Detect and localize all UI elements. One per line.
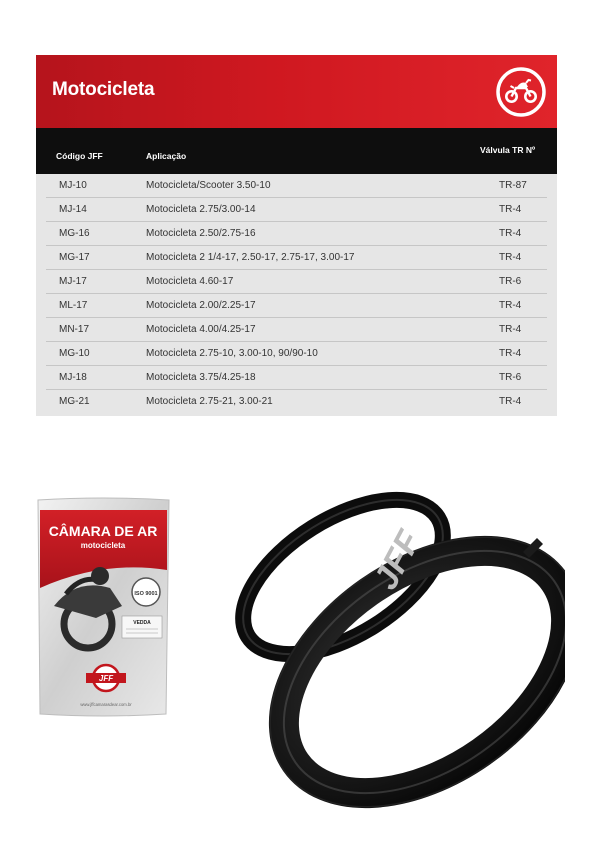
table-row — [36, 294, 557, 318]
table-row — [36, 270, 557, 294]
iso-label: ISO 9001 — [134, 591, 158, 597]
cell-code: MG-17 — [59, 252, 90, 263]
column-valve: Válvula TR Nº — [480, 145, 536, 155]
cell-application: Motocicleta 3.75/4.25-18 — [146, 372, 256, 383]
package-subtitle: motocicleta — [80, 541, 126, 550]
cell-valve: TR-6 — [499, 372, 522, 383]
package-note: VEDDA — [133, 620, 151, 626]
cell-code: MN-17 — [59, 324, 90, 335]
table-row — [36, 318, 557, 342]
table-row — [36, 222, 557, 246]
package-brand: JFF — [98, 674, 114, 683]
column-code: Código JFF — [56, 151, 103, 161]
cell-application: Motocicleta 4.00/4.25-17 — [146, 324, 256, 335]
table-row — [36, 246, 557, 270]
package-website: www.jffcamarasdear.com.br — [80, 702, 132, 707]
table-header — [36, 128, 557, 174]
cell-valve: TR-4 — [499, 324, 522, 335]
cell-valve: TR-4 — [499, 204, 522, 215]
cell-application: Motocicleta 2.75-10, 3.00-10, 90/90-10 — [146, 348, 318, 359]
cell-application: Motocicleta 2.00/2.25-17 — [146, 300, 256, 311]
table-row — [36, 366, 557, 390]
category-title: Motocicleta — [52, 79, 155, 100]
cell-code: MJ-17 — [59, 276, 87, 287]
tube-brand-text: JFF — [366, 524, 429, 596]
table-body — [36, 174, 557, 416]
column-application: Aplicação — [146, 151, 187, 161]
cell-code: MG-16 — [59, 228, 90, 239]
cell-application: Motocicleta 2.75-21, 3.00-21 — [146, 396, 273, 407]
cell-valve: TR-4 — [499, 396, 522, 407]
cell-valve: TR-6 — [499, 276, 522, 287]
cell-application: Motocicleta 2 1/4-17, 2.50-17, 2.75-17, 3.00-17 — [146, 252, 355, 263]
cell-code: MG-21 — [59, 396, 90, 407]
cell-valve: TR-87 — [499, 180, 527, 191]
cell-valve: TR-4 — [499, 252, 522, 263]
cell-valve: TR-4 — [499, 300, 522, 311]
cell-application: Motocicleta 2.50/2.75-16 — [146, 228, 256, 239]
category-header — [36, 55, 557, 128]
iso-seal — [132, 578, 160, 606]
cell-code: MJ-10 — [59, 180, 87, 191]
package-image — [36, 496, 171, 718]
cell-code: MJ-18 — [59, 372, 87, 383]
cell-application: Motocicleta/Scooter 3.50-10 — [146, 180, 271, 191]
cell-code: MG-10 — [59, 348, 90, 359]
motorcycle-icon — [495, 66, 547, 118]
cell-application: Motocicleta 2.75/3.00-14 — [146, 204, 256, 215]
cell-application: Motocicleta 4.60-17 — [146, 276, 234, 287]
package-title: CÂMARA DE AR — [48, 523, 158, 539]
cell-valve: TR-4 — [499, 348, 522, 359]
table-row — [36, 198, 557, 222]
cell-code: MJ-14 — [59, 204, 87, 215]
cell-code: ML-17 — [59, 300, 88, 311]
table-row — [36, 390, 557, 414]
cell-valve: TR-4 — [499, 228, 522, 239]
table-row — [36, 174, 557, 198]
inner-tube-image — [225, 482, 565, 817]
table-row — [36, 342, 557, 366]
